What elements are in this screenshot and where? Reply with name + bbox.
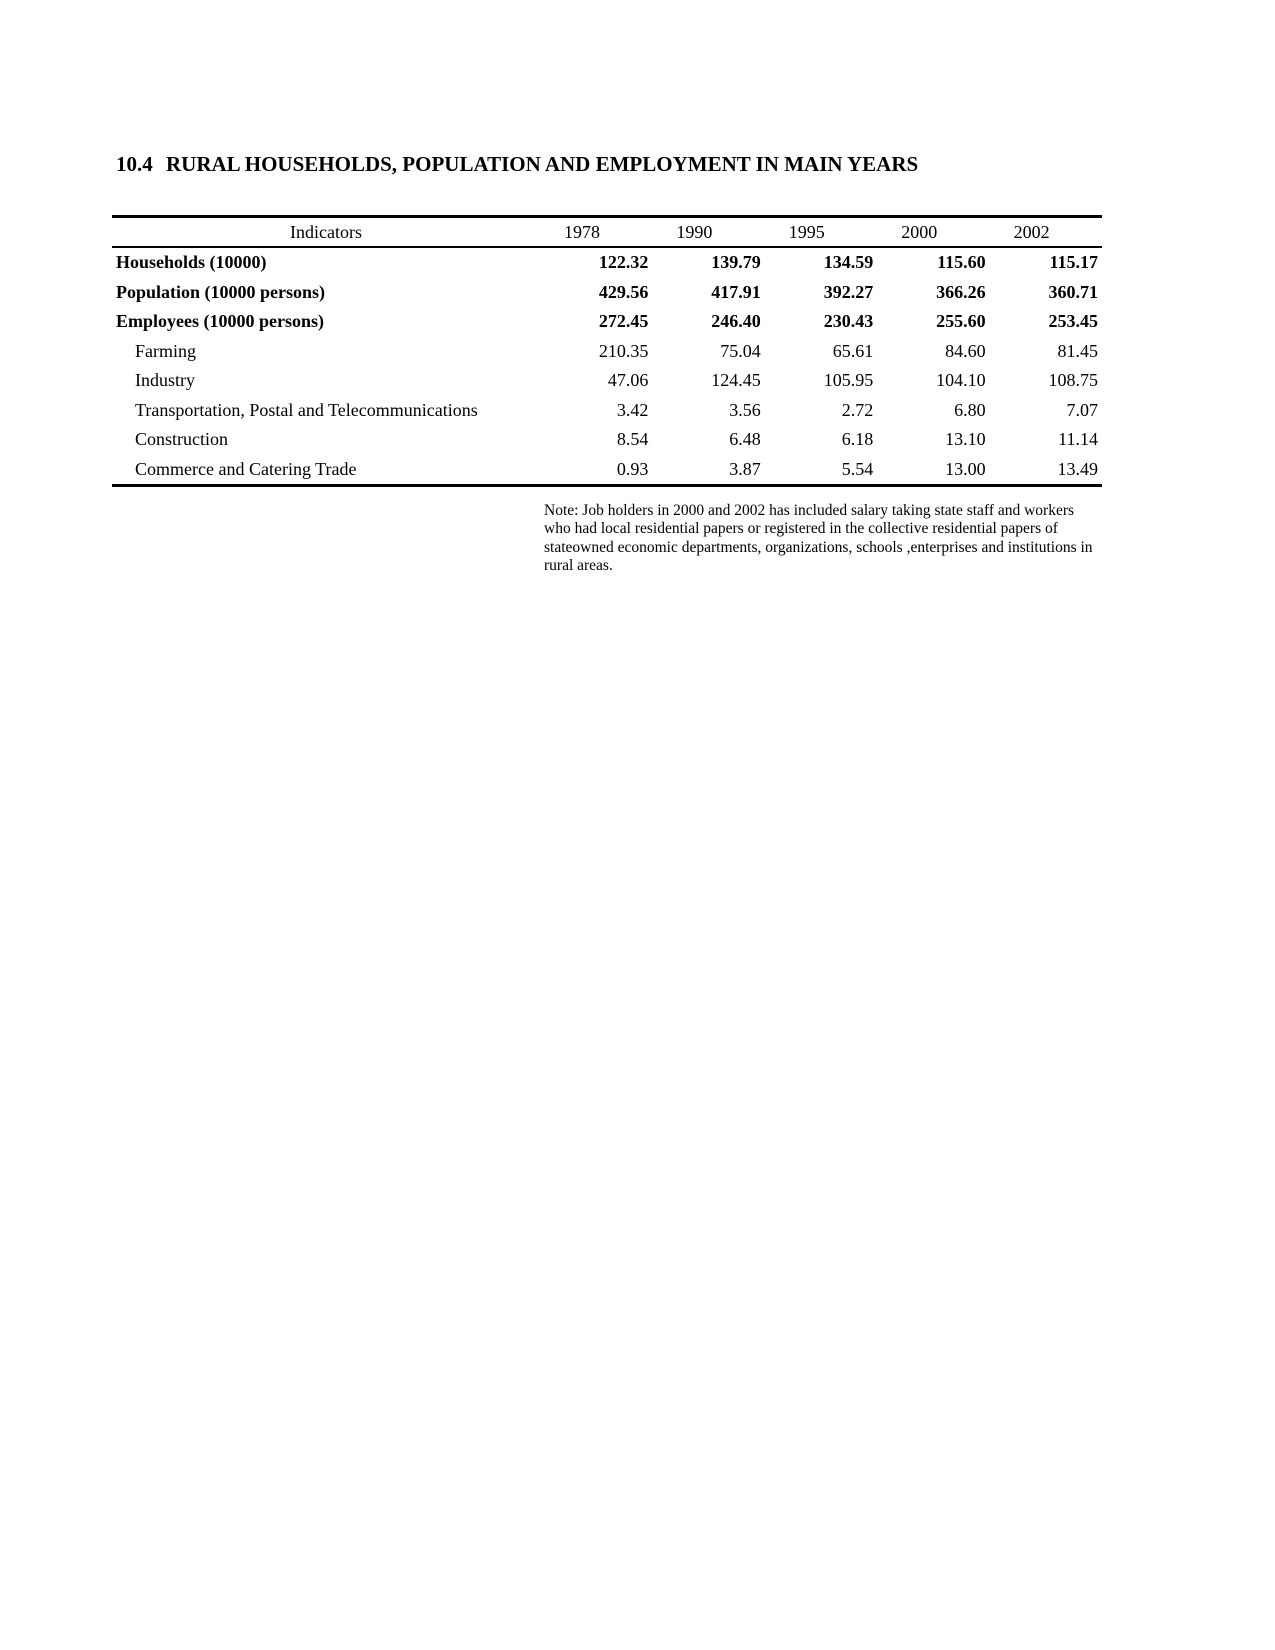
row-value: 13.10	[945, 429, 986, 450]
row-value: 81.45	[1057, 340, 1098, 361]
row-value: 11.14	[1058, 429, 1098, 450]
row-value: 366.26	[936, 281, 986, 302]
row-value: 105.95	[823, 370, 874, 391]
row-value: 3.56	[729, 399, 761, 420]
header-year: 1978	[564, 221, 601, 242]
row-value: 8.54	[616, 429, 649, 450]
row-value: 6.80	[954, 399, 986, 420]
table-row	[112, 366, 1102, 396]
table-row	[112, 455, 1102, 486]
row-label: Farming	[135, 340, 196, 361]
row-value: 139.79	[711, 252, 761, 273]
header-year: 2000	[901, 221, 938, 242]
title-text: RURAL HOUSEHOLDS, POPULATION AND EMPLOYMENT IN MAIN YEARS	[166, 152, 919, 176]
row-value: 210.35	[598, 340, 649, 361]
row-value: 0.93	[616, 458, 649, 479]
row-value: 104.10	[936, 370, 986, 391]
row-label: Transportation, Postal and Telecommunications	[135, 399, 478, 420]
table-row	[112, 307, 1102, 337]
table-row	[112, 278, 1102, 308]
row-value: 124.45	[711, 370, 761, 391]
row-label: Employees (10000 persons)	[116, 311, 324, 332]
row-label: Industry	[135, 370, 195, 391]
row-value: 417.91	[711, 281, 761, 302]
row-value: 429.56	[598, 281, 649, 302]
header-year: 1995	[788, 221, 825, 242]
page-title	[116, 152, 918, 177]
row-value: 3.87	[729, 458, 761, 479]
header-row	[112, 217, 1102, 248]
row-value: 108.75	[1048, 370, 1098, 391]
row-value: 360.71	[1048, 281, 1098, 302]
table-body	[112, 247, 1102, 486]
row-value: 5.54	[841, 458, 874, 479]
row-value: 13.49	[1057, 458, 1098, 479]
table-row	[112, 247, 1102, 278]
row-value: 392.27	[823, 281, 874, 302]
row-value: 255.60	[936, 311, 986, 332]
row-value: 75.04	[720, 340, 761, 361]
table-note: Note: Job holders in 2000 and 2002 has included salary taking state staff and workers who had local residential papers or registered in the collective residential papers of stateowned economic departments, organizations, schools ,enterprises and institutions in rural areas.	[544, 502, 1093, 574]
row-label: Population (10000 persons)	[116, 281, 326, 302]
header-year: 2002	[1013, 221, 1050, 242]
row-value: 65.61	[832, 340, 874, 361]
row-value: 7.07	[1066, 399, 1098, 420]
row-label: Construction	[135, 429, 228, 450]
row-value: 84.60	[945, 340, 986, 361]
row-value: 3.42	[616, 399, 649, 420]
table-row	[112, 425, 1102, 455]
title-number: 10.4	[116, 152, 153, 176]
row-value: 246.40	[711, 311, 761, 332]
header-year: 1990	[676, 221, 713, 242]
row-value: 2.72	[841, 399, 874, 420]
row-value: 272.45	[598, 311, 649, 332]
row-value: 47.06	[607, 370, 649, 391]
table-row	[112, 337, 1102, 367]
row-value: 13.00	[945, 458, 986, 479]
row-label: Households (10000)	[116, 252, 267, 273]
table-row	[112, 396, 1102, 426]
row-label: Commerce and Catering Trade	[135, 458, 357, 479]
data-table	[112, 215, 1102, 487]
row-value: 134.59	[823, 252, 874, 273]
row-value: 6.18	[841, 429, 874, 450]
row-value: 122.32	[598, 252, 649, 273]
row-value: 115.17	[1049, 252, 1098, 273]
row-value: 230.43	[823, 311, 874, 332]
table-header	[112, 217, 1102, 248]
row-value: 253.45	[1048, 311, 1098, 332]
row-value: 6.48	[729, 429, 761, 450]
header-indicators: Indicators	[290, 221, 362, 242]
row-value: 115.60	[937, 252, 986, 273]
